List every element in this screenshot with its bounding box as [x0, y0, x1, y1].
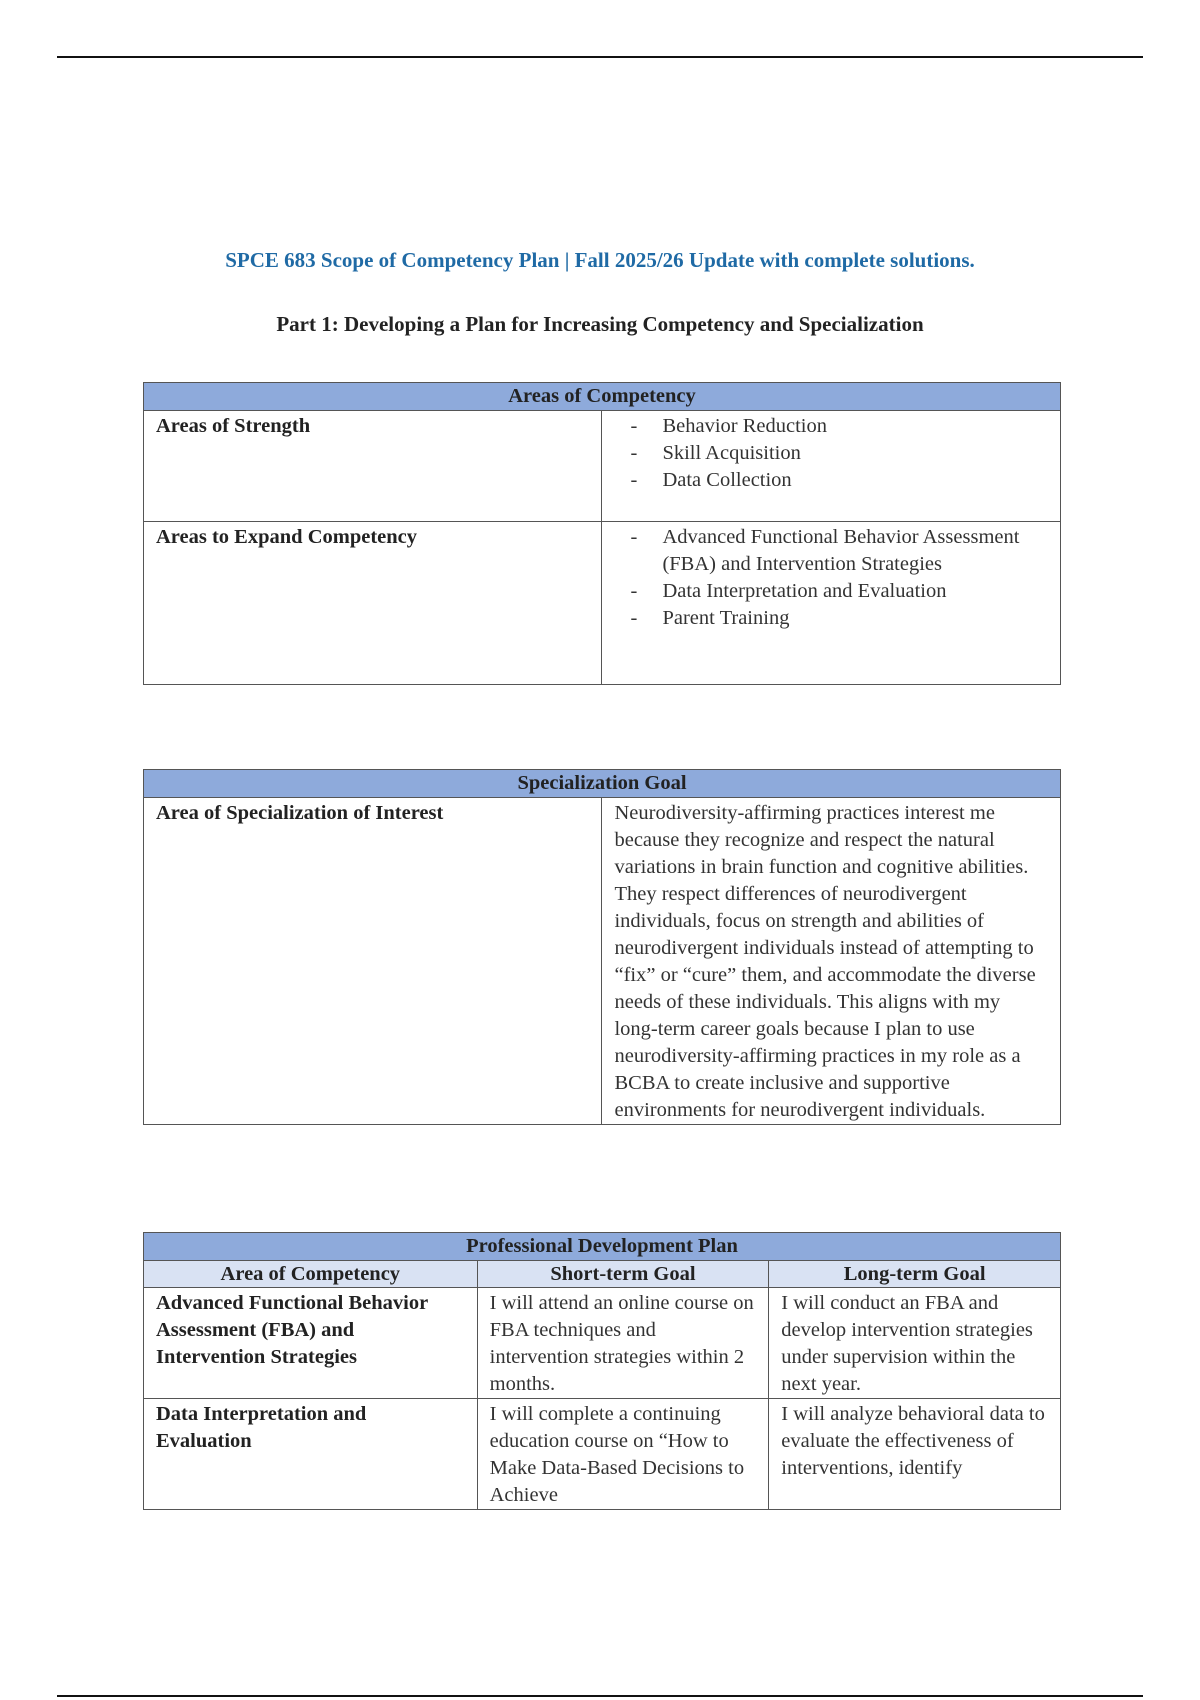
pd-table-header: Professional Development Plan — [144, 1233, 1061, 1261]
pd-short-cell: I will complete a continuing education course on “How to Make Data-Based Decisions to Achieve — [477, 1399, 769, 1510]
expand-label: Areas to Expand Competency — [144, 522, 602, 685]
column-header-long: Long-term Goal — [769, 1261, 1061, 1288]
list-item: - Parent Training — [662, 605, 1048, 632]
document-title: SPCE 683 Scope of Competency Plan | Fall 2025/26 Update with complete solutions. — [225, 248, 975, 272]
list-item: - Skill Acquisition — [662, 440, 1048, 467]
list-item: - Advanced Functional Behavior Assessment (FBA) and Intervention Strategies — [662, 524, 1048, 578]
pd-short-cell: I will attend an online course on FBA techniques and intervention strategies within 2 months. — [477, 1288, 769, 1399]
pd-long-cell: I will conduct an FBA and develop intervention strategies under supervision within the next year. — [769, 1288, 1061, 1399]
expand-list — [614, 524, 1048, 632]
strength-list-cell — [602, 411, 1061, 522]
pd-table — [143, 1232, 1061, 1510]
list-item: - Data Collection — [662, 467, 1048, 494]
strength-label: Areas of Strength — [144, 411, 602, 522]
specialization-text: Neurodiversity-affirming practices interest me because they recognize and respect the natural variations in brain function and cognitive abilities. They respect differences of neurodivergent individuals, focus on strength and abilities of neurodivergent individuals instead of attempting to “fix” or “cure” them, and accommodate the diverse needs of these individuals. This aligns with my long-term career goals because I plan to use neurodiversity-affirming practices in my role as a BCBA to create inclusive and supportive environments for neurodivergent individuals. — [602, 798, 1061, 1125]
part-heading: Part 1: Developing a Plan for Increasing Competency and Specialization — [276, 312, 924, 336]
specialization-label: Area of Specialization of Interest — [144, 798, 602, 1125]
top-rule — [57, 56, 1143, 58]
bottom-rule — [57, 1695, 1143, 1697]
list-item: - Data Interpretation and Evaluation — [662, 578, 1048, 605]
pd-long-cell: I will analyze behavioral data to evaluate the effectiveness of interventions, identify — [769, 1399, 1061, 1510]
specialization-table-header: Specialization Goal — [144, 770, 1061, 798]
pd-area-cell: Advanced Functional Behavior Assessment (FBA) and Intervention Strategies — [144, 1288, 478, 1399]
table-row — [144, 1288, 1061, 1399]
competency-table — [143, 382, 1061, 685]
competency-table-header: Areas of Competency — [144, 383, 1061, 411]
expand-list-cell — [602, 522, 1061, 685]
column-header-area: Area of Competency — [144, 1261, 478, 1288]
specialization-table — [143, 769, 1061, 1125]
list-item: - Behavior Reduction — [662, 413, 1048, 440]
column-header-short: Short-term Goal — [477, 1261, 769, 1288]
strength-list — [614, 413, 1048, 494]
pd-area-cell: Data Interpretation and Evaluation — [144, 1399, 478, 1510]
table-row — [144, 1399, 1061, 1510]
